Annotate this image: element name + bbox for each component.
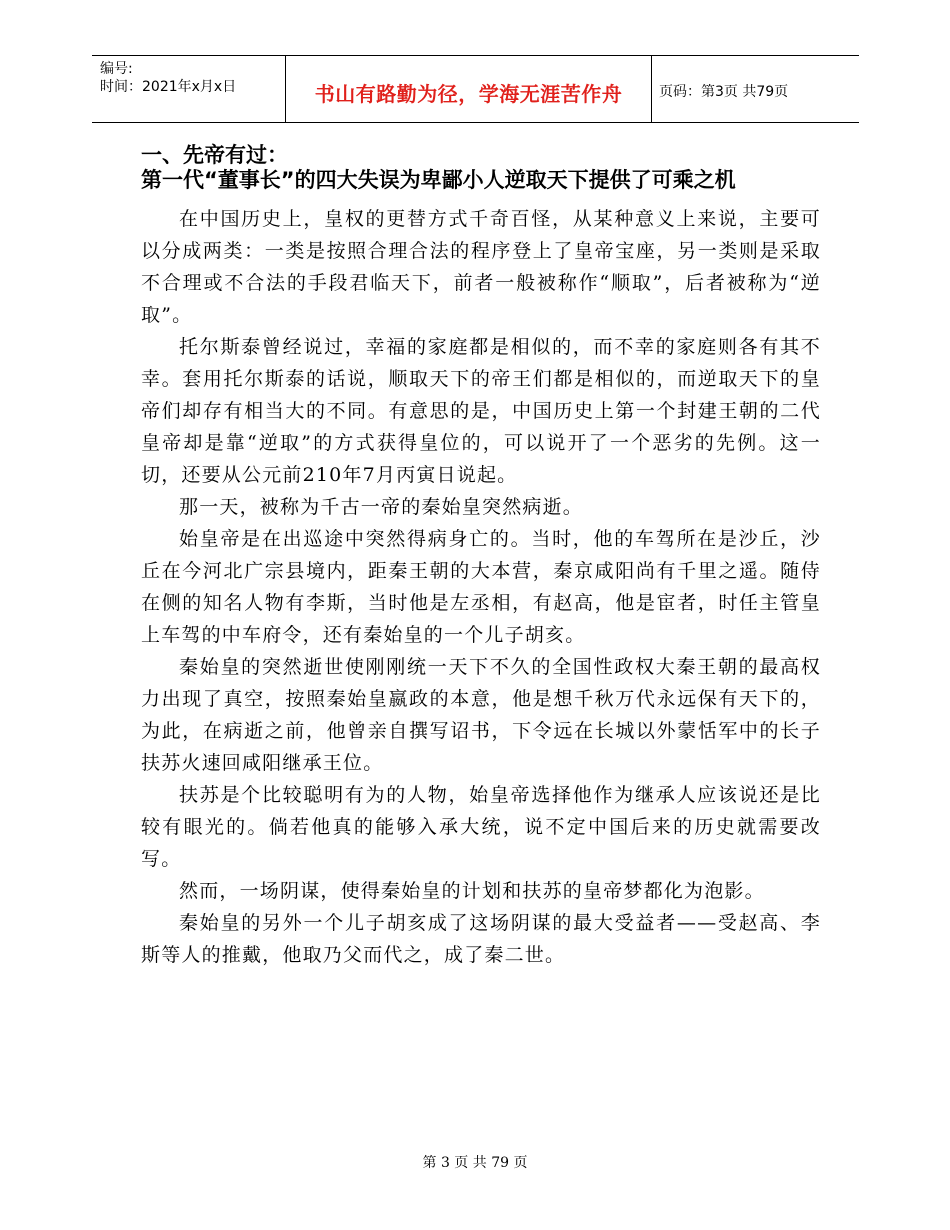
motto-text: 书山有路勤为径，学海无涯苦作舟 [314, 82, 623, 106]
paragraph-6: 扶苏是个比较聪明有为的人物，始皇帝选择他作为继承人应该说还是比较有眼光的。倘若他真的能够入承大统，说不定中国后来的历史就需要改写。 [141, 784, 821, 870]
header-page-cell [651, 56, 859, 122]
page-footer: 第 3 页 共 79 页 [422, 1155, 528, 1171]
article-body [141, 143, 821, 971]
paragraph-2: 托尔斯泰曾经说过，幸福的家庭都是相似的，而不幸的家庭则各有其不幸。套用托尔斯泰的话说，顺取天下的帝王们都是相似的，而逆取天下的皇帝们却存有相当大的不同。有意思的是，中国历史上第一个封建王朝的二代皇帝却是靠“逆取”的方式获得皇位的，可以说开了一个恶劣的先例。这一切，还要从公元前210年7月丙寅日说起。 [141, 336, 821, 486]
section-heading: 一、先帝有过： [141, 143, 288, 167]
paragraph-7: 然而，一场阴谋，使得秦始皇的计划和扶苏的皇帝梦都化为泡影。 [179, 880, 765, 902]
number-label: 编号: [100, 61, 133, 77]
paragraph-8: 秦始皇的另外一个儿子胡亥成了这场阴谋的最大受益者——受赵高、李斯等人的推戴，他取乃父而代之，成了秦二世。 [141, 912, 821, 966]
header-meta [92, 56, 285, 122]
page-header [92, 55, 859, 123]
paragraph-1: 在中国历史上，皇权的更替方式千奇百怪，从某种意义上来说，主要可以分成两类：一类是按照合理合法的程序登上了皇帝宝座，另一类则是采取不合理或不合法的手段君临天下，前者一般被称作“顺取”，后者被称为“逆取”。 [141, 208, 821, 326]
paragraph-5: 秦始皇的突然逝世使刚刚统一天下不久的全国性政权大秦王朝的最高权力出现了真空，按照秦始皇嬴政的本意，他是想千秋万代永远保有天下的，为此，在病逝之前，他曾亲自撰写诏书，下令远在长城以外蒙恬军中的长子扶苏火速回咸阳继承王位。 [141, 656, 821, 774]
header-motto-cell [285, 56, 652, 122]
page-info: 页码：第3页 共79页 [659, 84, 789, 100]
section-subheading: 第一代“董事长”的四大失误为卑鄙小人逆取天下提供了可乘之机 [141, 168, 736, 192]
paragraph-4: 始皇帝是在出巡途中突然得病身亡的。当时，他的车驾所在是沙丘，沙丘在今河北广宗县境内，距秦王朝的大本营，秦京咸阳尚有千里之遥。随侍在侧的知名人物有李斯，当时他是左丞相，有赵高，他是宦者，时任主管皇上车驾的中车府令，还有秦始皇的一个儿子胡亥。 [141, 528, 821, 646]
time-label: 时间：2021年x月x日 [100, 79, 237, 95]
paragraph-3: 那一天，被称为千古一帝的秦始皇突然病逝。 [179, 496, 584, 518]
